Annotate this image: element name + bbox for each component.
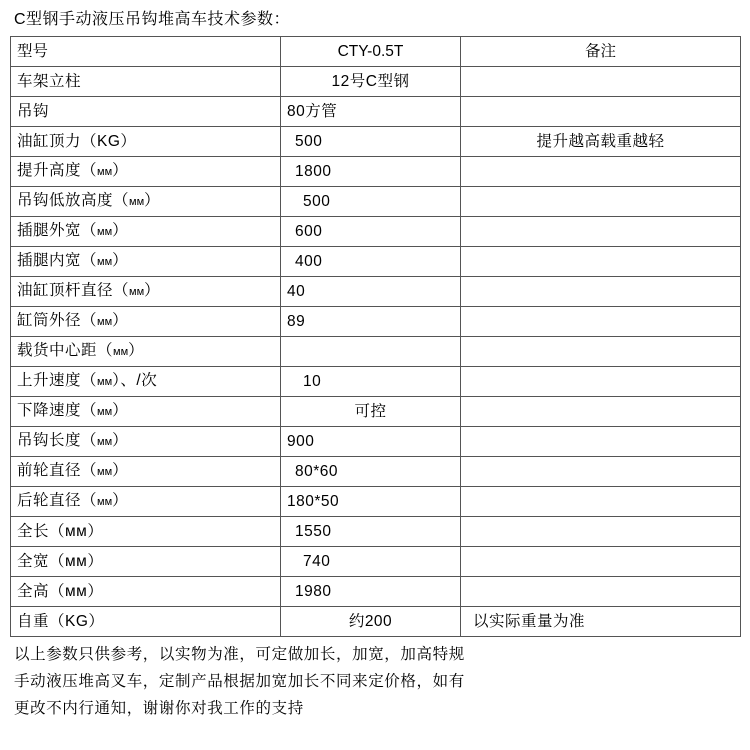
unit-mm: мм <box>129 286 145 298</box>
table-row <box>11 487 741 517</box>
row-value: 400 <box>281 247 461 277</box>
row-value: 12号C型钢 <box>281 67 461 97</box>
row-value: 1980 <box>281 577 461 607</box>
row-label: 吊钩低放高度（мм） <box>11 187 281 217</box>
row-value: 500 <box>281 187 461 217</box>
unit-mm: мм <box>97 436 113 448</box>
row-note <box>461 97 741 127</box>
row-value: 500 <box>281 127 461 157</box>
row-label: 全高（мм） <box>11 577 281 607</box>
header-cell-model: 型号 <box>11 37 281 67</box>
row-note <box>461 277 741 307</box>
row-value: 1800 <box>281 157 461 187</box>
table-row <box>11 517 741 547</box>
page-title: C型钢手动液压吊钩堆高车技术参数： <box>14 11 291 28</box>
row-label: 提升高度（мм） <box>11 157 281 187</box>
header-cell-value: CTY-0.5T <box>281 37 461 67</box>
row-note: 提升越高载重越轻 <box>461 127 741 157</box>
row-value: 600 <box>281 217 461 247</box>
row-label: 上升速度（мм）、/次 <box>11 367 281 397</box>
unit-mm: мм <box>97 166 113 178</box>
row-note: 以实际重量为准 <box>461 607 741 637</box>
table-row <box>11 367 741 397</box>
table-row <box>11 397 741 427</box>
row-value: 900 <box>281 427 461 457</box>
footer-line-3: 更改不内行通知，谢谢你对我工作的支持 <box>14 700 304 717</box>
spec-table <box>10 36 741 637</box>
table-row <box>11 607 741 637</box>
table-row <box>11 547 741 577</box>
table-row <box>11 577 741 607</box>
table-row <box>11 67 741 97</box>
row-label: 全宽（мм） <box>11 547 281 577</box>
table-row <box>11 127 741 157</box>
table-row <box>11 157 741 187</box>
unit-mm: мм <box>97 256 113 268</box>
unit-mm: мм <box>97 496 113 508</box>
row-label: 油缸顶杆直径（мм） <box>11 277 281 307</box>
row-note <box>461 337 741 367</box>
table-row <box>11 457 741 487</box>
row-label: 下降速度（мм） <box>11 397 281 427</box>
footer-line-1: 以上参数只供参考，以实物为准，可定做加长，加宽，加高特规 <box>14 646 465 663</box>
row-value: 89 <box>281 307 461 337</box>
unit-mm: мм <box>97 466 113 478</box>
row-note <box>461 157 741 187</box>
row-note <box>461 397 741 427</box>
unit-mm: мм <box>97 226 113 238</box>
row-note <box>461 307 741 337</box>
row-note <box>461 247 741 277</box>
row-note <box>461 427 741 457</box>
row-label: 插腿外宽（мм） <box>11 217 281 247</box>
row-label: 吊钩长度（мм） <box>11 427 281 457</box>
unit-mm: мм <box>97 316 113 328</box>
unit-mm: мм <box>97 376 113 388</box>
row-value: 80方管 <box>281 97 461 127</box>
row-label: 前轮直径（мм） <box>11 457 281 487</box>
spec-table-body <box>11 37 741 637</box>
row-value: 可控 <box>281 397 461 427</box>
row-value: 约200 <box>281 607 461 637</box>
row-label: 吊钩 <box>11 97 281 127</box>
row-label: 车架立柱 <box>11 67 281 97</box>
unit-mm: мм <box>113 346 129 358</box>
row-note <box>461 577 741 607</box>
table-row <box>11 427 741 457</box>
row-value: 10 <box>281 367 461 397</box>
row-note <box>461 217 741 247</box>
row-note <box>461 517 741 547</box>
row-label: 缸筒外径（мм） <box>11 307 281 337</box>
table-row <box>11 247 741 277</box>
row-note <box>461 487 741 517</box>
table-row <box>11 217 741 247</box>
row-note <box>461 187 741 217</box>
row-note <box>461 367 741 397</box>
table-row <box>11 277 741 307</box>
unit-mm: мм <box>97 406 113 418</box>
table-row <box>11 187 741 217</box>
row-note <box>461 457 741 487</box>
row-note <box>461 547 741 577</box>
footer-line-2: 手动液压堆高叉车，定制产品根据加宽加长不同来定价格，如有 <box>14 673 465 690</box>
table-header-row <box>11 37 741 67</box>
table-row <box>11 307 741 337</box>
row-label: 后轮直径（мм） <box>11 487 281 517</box>
row-label: 载货中心距（мм） <box>11 337 281 367</box>
row-note <box>461 67 741 97</box>
table-row <box>11 97 741 127</box>
row-value: 80*60 <box>281 457 461 487</box>
row-value: 40 <box>281 277 461 307</box>
row-value: 1550 <box>281 517 461 547</box>
row-value: 740 <box>281 547 461 577</box>
row-value <box>281 337 461 367</box>
unit-mm: мм <box>129 196 145 208</box>
row-value: 180*50 <box>281 487 461 517</box>
row-label: 自重（KG） <box>11 607 281 637</box>
table-row <box>11 337 741 367</box>
footer-note <box>10 637 740 722</box>
header-cell-note: 备注 <box>461 37 741 67</box>
row-label: 全长（мм） <box>11 517 281 547</box>
row-label: 插腿内宽（мм） <box>11 247 281 277</box>
row-label: 油缸顶力（KG） <box>11 127 281 157</box>
